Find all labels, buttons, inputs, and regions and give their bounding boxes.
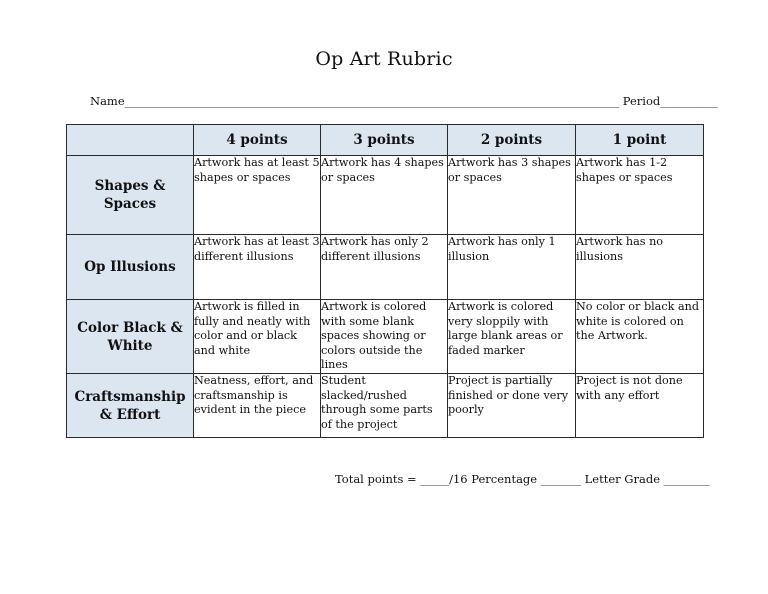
criteria-cell: Artwork has only 1 illusion — [448, 235, 576, 300]
criteria-cell: Neatness, effort, and craftsmanship is evident in the piece — [194, 374, 321, 438]
rubric-table — [66, 124, 704, 438]
criteria-cell: Artwork is filled in fully and neatly with color and or black and white — [194, 300, 321, 374]
name-period-line: Name______________________________________________________________________________________ Period__________ — [90, 94, 718, 108]
row-label: Color Black & White — [77, 319, 183, 354]
criteria-cell: Artwork has no illusions — [576, 235, 704, 300]
row-header-craftsmanship — [67, 374, 194, 438]
criteria-cell: Artwork has at least 5 shapes or spaces — [194, 156, 321, 235]
criteria-cell: Artwork is colored with some blank spaces showing or colors outside the lines — [321, 300, 448, 374]
criteria-cell: Artwork has 4 shapes or spaces — [321, 156, 448, 235]
row-label: Shapes & Spaces — [94, 178, 166, 212]
document-title: Op Art Rubric — [315, 48, 453, 70]
criteria-cell: Artwork is colored very sloppily with large blank areas or faded marker — [448, 300, 576, 374]
rubric-row-op-illusions — [67, 235, 704, 300]
criteria-cell: Artwork has 1-2 shapes or spaces — [576, 156, 704, 235]
column-header-2-points: 2 points — [448, 125, 576, 156]
rubric-row-color — [67, 300, 704, 374]
column-header-1-point: 1 point — [576, 125, 704, 156]
criteria-cell: Student slacked/rushed through some parts of the project — [321, 374, 448, 438]
criteria-cell: Artwork has only 2 different illusions — [321, 235, 448, 300]
row-label: Craftsmanship & Effort — [74, 388, 186, 423]
criteria-cell: Artwork has 3 shapes or spaces — [448, 156, 576, 235]
column-header-4-points: 4 points — [194, 125, 321, 156]
criteria-cell: No color or black and white is colored on the Artwork. — [576, 300, 704, 374]
row-header-shapes-spaces — [67, 156, 194, 235]
row-header-op-illusions — [67, 235, 194, 300]
criteria-cell: Project is partially finished or done very poorly — [448, 374, 576, 438]
header-row — [67, 125, 704, 156]
rubric-row-craftsmanship — [67, 374, 704, 438]
row-header-color — [67, 300, 194, 374]
criteria-cell: Project is not done with any effort — [576, 374, 704, 438]
row-label: Op Illusions — [84, 259, 176, 275]
score-summary-line: Total points = _____/16 Percentage _______ Letter Grade ________ — [335, 472, 710, 486]
criteria-cell: Artwork has at least 3 different illusions — [194, 235, 321, 300]
rubric-row-shapes-spaces — [67, 156, 704, 235]
corner-cell — [67, 125, 194, 156]
column-header-3-points: 3 points — [321, 125, 448, 156]
